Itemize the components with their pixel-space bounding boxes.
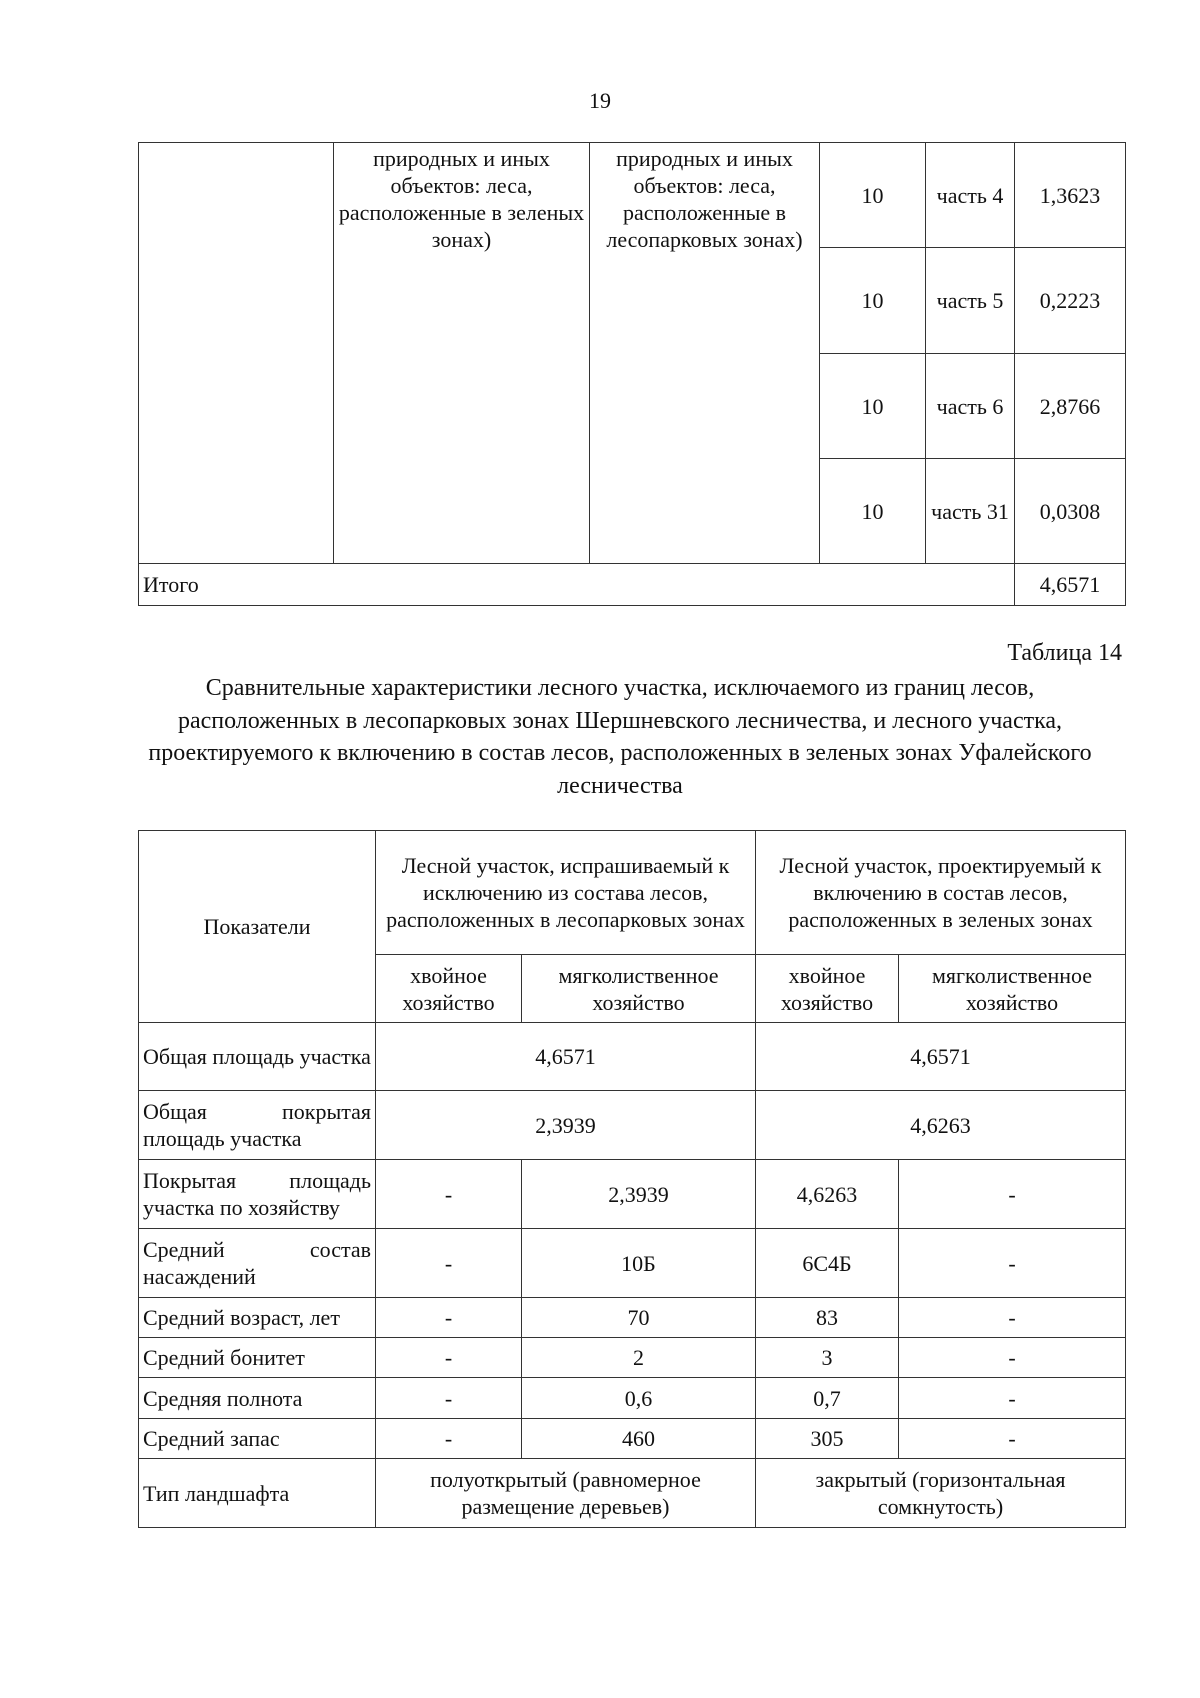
value-cell: - bbox=[899, 1160, 1126, 1229]
table-row bbox=[139, 1419, 1126, 1459]
value-cell: 10Б bbox=[522, 1229, 756, 1298]
area-cell: 0,2223 bbox=[1015, 248, 1126, 354]
value-cell: 2,3939 bbox=[522, 1160, 756, 1229]
table-14 bbox=[138, 830, 1126, 1528]
value-cell: - bbox=[899, 1298, 1126, 1338]
quarter-cell: 10 bbox=[820, 248, 926, 354]
total-value: 4,6571 bbox=[1015, 564, 1126, 606]
table-row bbox=[139, 143, 1126, 248]
row-label: Тип ландшафта bbox=[139, 1459, 376, 1528]
table-row bbox=[139, 1338, 1126, 1378]
value-cell: - bbox=[899, 1378, 1126, 1419]
area-cell: 1,3623 bbox=[1015, 143, 1126, 248]
value-cell: 0,7 bbox=[756, 1378, 899, 1419]
value-cell: - bbox=[376, 1378, 522, 1419]
value-cell: 3 bbox=[756, 1338, 899, 1378]
row-label: Покрытая площадь участка по хозяйству bbox=[139, 1160, 376, 1229]
value-cell: 2,3939 bbox=[376, 1091, 756, 1160]
header-indicators: Показатели bbox=[139, 831, 376, 1023]
table-title: Сравнительные характеристики лесного участка, исключаемого из границ лесов, расположенных в лесопарковых зонах Шершневского лесничества, и лесного участка, проектируемого к включению в состав лесов, расположенных в зеленых зонах Уфалейского лесничества bbox=[148, 675, 1092, 799]
table-label: Таблица 14 bbox=[1007, 640, 1122, 666]
total-row bbox=[139, 564, 1126, 606]
header-group-included: Лесной участок, проектируемый к включению в состав лесов, расположенных в зеленых зонах bbox=[756, 831, 1126, 955]
total-label: Итого bbox=[139, 564, 1015, 606]
value-cell: 460 bbox=[522, 1419, 756, 1459]
quarter-cell: 10 bbox=[820, 459, 926, 564]
value-cell: - bbox=[376, 1419, 522, 1459]
table-row bbox=[139, 1378, 1126, 1419]
value-cell: 305 bbox=[756, 1419, 899, 1459]
row-label: Средний состав насаждений bbox=[139, 1229, 376, 1298]
empty-cell bbox=[139, 143, 334, 564]
area-cell: 2,8766 bbox=[1015, 354, 1126, 459]
zone-type-cell: природных и иных объектов: леса, расположенные в зеленых зонах) bbox=[334, 143, 590, 564]
part-cell: часть 4 bbox=[926, 143, 1015, 248]
row-label: Средний бонитет bbox=[139, 1338, 376, 1378]
area-cell: 0,0308 bbox=[1015, 459, 1126, 564]
table-row bbox=[139, 1229, 1126, 1298]
row-label: Общая покрытая площадь участка bbox=[139, 1091, 376, 1160]
value-cell: полуоткрытый (равномерное размещение деревьев) bbox=[376, 1459, 756, 1528]
page-number: 19 bbox=[589, 88, 611, 113]
value-cell: 4,6571 bbox=[756, 1023, 1126, 1091]
table-row bbox=[139, 1091, 1126, 1160]
row-label: Средняя полнота bbox=[139, 1378, 376, 1419]
value-cell: - bbox=[899, 1419, 1126, 1459]
table-row bbox=[139, 1023, 1126, 1091]
value-cell: - bbox=[376, 1298, 522, 1338]
row-label: Средний запас bbox=[139, 1419, 376, 1459]
table-row bbox=[139, 1459, 1126, 1528]
row-label: Общая площадь участка bbox=[139, 1023, 376, 1091]
part-cell: часть 6 bbox=[926, 354, 1015, 459]
subheader-cell: мягколиственное хозяйство bbox=[899, 955, 1126, 1023]
subheader-cell: хвойное хозяйство bbox=[756, 955, 899, 1023]
part-cell: часть 31 bbox=[926, 459, 1015, 564]
part-cell: часть 5 bbox=[926, 248, 1015, 354]
value-cell: 4,6571 bbox=[376, 1023, 756, 1091]
value-cell: 4,6263 bbox=[756, 1091, 1126, 1160]
value-cell: - bbox=[899, 1229, 1126, 1298]
subheader-cell: хвойное хозяйство bbox=[376, 955, 522, 1023]
value-cell: 4,6263 bbox=[756, 1160, 899, 1229]
value-cell: - bbox=[899, 1338, 1126, 1378]
value-cell: закрытый (горизонтальная сомкнутость) bbox=[756, 1459, 1126, 1528]
zone-type-cell: природных и иных объектов: леса, расположенные в лесопарковых зонах) bbox=[590, 143, 820, 564]
value-cell: 2 bbox=[522, 1338, 756, 1378]
value-cell: 6С4Б bbox=[756, 1229, 899, 1298]
quarter-cell: 10 bbox=[820, 354, 926, 459]
table-row bbox=[139, 1298, 1126, 1338]
header-row bbox=[139, 831, 1126, 955]
value-cell: - bbox=[376, 1160, 522, 1229]
subheader-cell: мягколиственное хозяйство bbox=[522, 955, 756, 1023]
value-cell: - bbox=[376, 1229, 522, 1298]
value-cell: 0,6 bbox=[522, 1378, 756, 1419]
value-cell: 70 bbox=[522, 1298, 756, 1338]
table-row bbox=[139, 1160, 1126, 1229]
value-cell: - bbox=[376, 1338, 522, 1378]
value-cell: 83 bbox=[756, 1298, 899, 1338]
row-label: Средний возраст, лет bbox=[139, 1298, 376, 1338]
header-group-excluded: Лесной участок, испрашиваемый к исключению из состава лесов, расположенных в лесопарковых зонах bbox=[376, 831, 756, 955]
quarter-cell: 10 bbox=[820, 143, 926, 248]
table-13-continued bbox=[138, 142, 1126, 606]
